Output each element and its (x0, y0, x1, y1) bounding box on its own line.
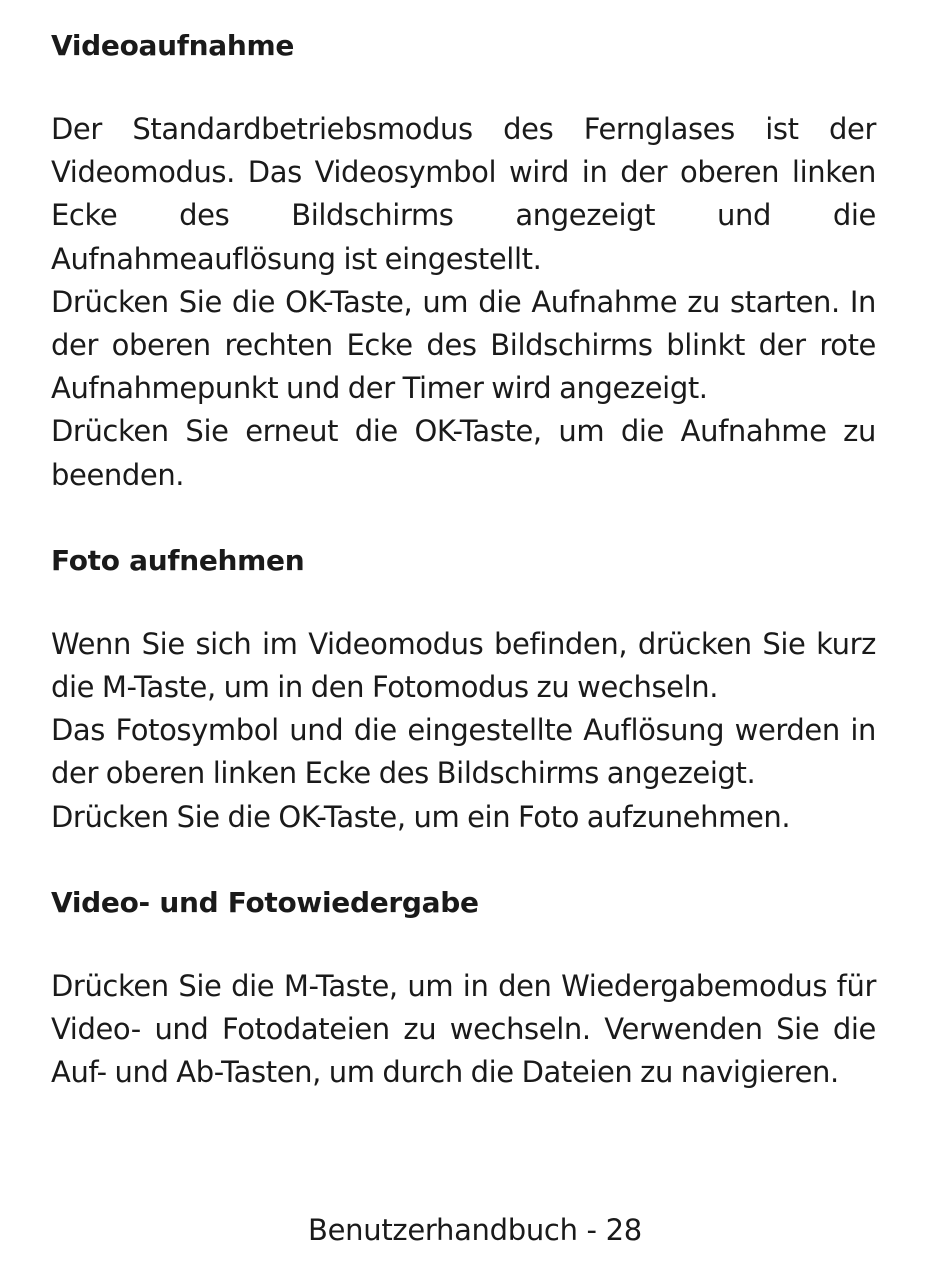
paragraph: Das Fotosymbol und die eingestellte Auflösung werden in der oberen linken Ecke des Bildschirms angezeigt. (51, 713, 876, 791)
paragraph: Der Standardbetriebsmodus des Fernglases ist der Videomodus. Das Videosymbol wird in der oberen linken Ecke des Bildschirms angezeigt und die Aufnahmeauflösung ist eingestellt. (51, 112, 876, 276)
section-title-videoaufnahme: Videoaufnahme (51, 29, 295, 62)
paragraph: Drücken Sie die OK-Taste, um ein Foto aufzunehmen. (51, 799, 791, 834)
paragraph: Wenn Sie sich im Videomodus befinden, drücken Sie kurz die M-Taste, um in den Fotomodus zu wechseln. (51, 626, 876, 705)
paragraph: Drücken Sie erneut die OK-Taste, um die Aufnahme zu beenden. (51, 414, 876, 492)
section-title-foto-aufnehmen: Foto aufnehmen (51, 543, 305, 577)
paragraph: Drücken Sie die M-Taste, um in den Wiedergabemodus für Video- und Fotodateien zu wechseln. Verwenden Sie die Auf- und Ab-Tasten, um durch die Dateien zu navigieren. (51, 968, 876, 1090)
page-footer: Benutzerhandbuch - 28 (308, 1213, 642, 1247)
manual-page (51, 22, 876, 1094)
paragraph: Drücken Sie die OK-Taste, um die Aufnahme zu starten. In der oberen rechten Ecke des Bildschirms blinkt der rote Aufnahmepunkt und der Timer wird angezeigt. (51, 284, 876, 406)
section-title-wiedergabe: Video- und Fotowiedergabe (51, 885, 479, 919)
